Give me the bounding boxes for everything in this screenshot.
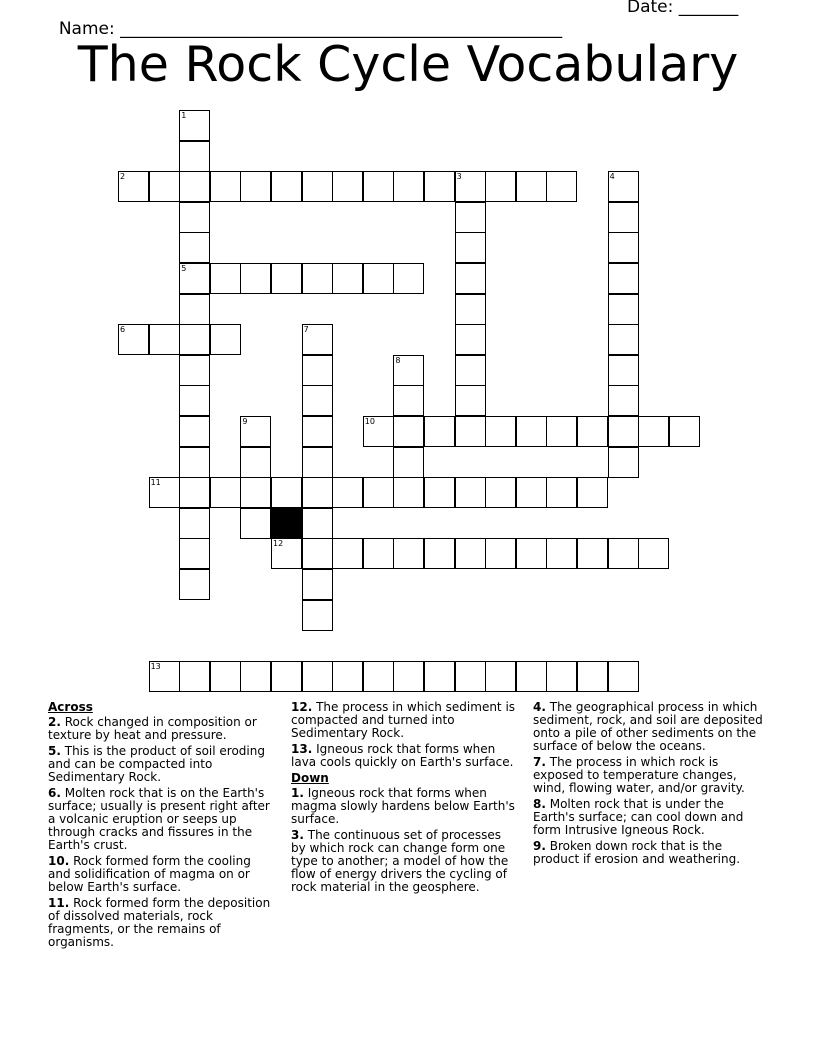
grid-cell[interactable]: [302, 263, 333, 294]
grid-cell[interactable]: [455, 202, 486, 233]
grid-cell[interactable]: [393, 661, 424, 692]
grid-cell[interactable]: [393, 416, 424, 447]
grid-cell[interactable]: [179, 447, 210, 478]
grid-cell[interactable]: [608, 538, 639, 569]
grid-cell[interactable]: [240, 447, 271, 478]
grid-cell[interactable]: [608, 294, 639, 325]
grid-cell[interactable]: [179, 232, 210, 263]
grid-cell[interactable]: [302, 171, 333, 202]
grid-cell[interactable]: [608, 324, 639, 355]
clue-across-6: [48, 787, 276, 852]
grid-cell[interactable]: [240, 416, 271, 447]
grid-cell[interactable]: [271, 171, 302, 202]
grid-cell[interactable]: [271, 538, 302, 569]
grid-cell[interactable]: [363, 477, 394, 508]
grid-cell[interactable]: [424, 416, 455, 447]
grid-cell[interactable]: [179, 385, 210, 416]
grid-cell[interactable]: [485, 477, 516, 508]
grid-cell[interactable]: [302, 385, 333, 416]
clue-number-label: 11: [150, 478, 161, 488]
clue-down-3: [291, 829, 519, 894]
grid-cell[interactable]: [363, 416, 394, 447]
name-field[interactable]: ____________________________________________________: [120, 19, 563, 39]
grid-cell[interactable]: [516, 538, 547, 569]
grid-cell[interactable]: [424, 661, 455, 692]
grid-cell[interactable]: [179, 110, 210, 141]
grid-cell[interactable]: [118, 171, 149, 202]
clue-number-label: 13: [150, 661, 161, 671]
clue-number-label: 3: [456, 172, 462, 182]
grid-cell[interactable]: [302, 600, 333, 631]
clue-text: The process in which rock is exposed to temperature changes, wind, flowing water, and/or gravity.: [533, 755, 745, 795]
grid-cell[interactable]: [485, 171, 516, 202]
clue-number: 2.: [48, 715, 61, 729]
grid-cell[interactable]: [393, 538, 424, 569]
grid-cell[interactable]: [608, 416, 639, 447]
grid-cell[interactable]: [302, 416, 333, 447]
grid-cell[interactable]: [485, 661, 516, 692]
grid-cell[interactable]: [455, 385, 486, 416]
clue-across-13: [291, 743, 519, 769]
grid-cell[interactable]: [577, 477, 608, 508]
grid-cell[interactable]: [516, 477, 547, 508]
grid-cell[interactable]: [608, 447, 639, 478]
grid-cell[interactable]: [393, 447, 424, 478]
clue-text: Igneous rock that forms when lava cools quickly on Earth's surface.: [291, 742, 514, 769]
grid-cell[interactable]: [302, 355, 333, 386]
clue-text: Broken down rock that is the product if erosion and weathering.: [533, 839, 741, 866]
grid-cell[interactable]: [608, 661, 639, 692]
clue-text: Rock formed form the cooling and solidification of magma on or below Earth's surface.: [48, 854, 251, 894]
clue-number-label: 6: [120, 325, 126, 335]
grid-cell[interactable]: [179, 477, 210, 508]
grid-cell[interactable]: [546, 416, 577, 447]
clues-column-2: [291, 701, 519, 897]
grid-cell[interactable]: [608, 385, 639, 416]
grid-cell[interactable]: [179, 661, 210, 692]
grid-cell[interactable]: [210, 477, 241, 508]
grid-cell[interactable]: [179, 294, 210, 325]
grid-cell[interactable]: [332, 263, 363, 294]
clue-number-label: 12: [273, 539, 284, 549]
grid-cell[interactable]: [546, 477, 577, 508]
grid-cell[interactable]: [363, 661, 394, 692]
grid-cell[interactable]: [179, 538, 210, 569]
clue-number: 9.: [533, 839, 546, 853]
grid-cell[interactable]: [149, 477, 180, 508]
grid-cell[interactable]: [210, 661, 241, 692]
grid-cell[interactable]: [179, 263, 210, 294]
grid-cell[interactable]: [179, 355, 210, 386]
grid-cell[interactable]: [302, 661, 333, 692]
clue-across-12: [291, 701, 519, 740]
clue-text: Molten rock that is under the Earth's surface; can cool down and form Intrusive Igneous Rock.: [533, 797, 744, 837]
grid-cell[interactable]: [363, 171, 394, 202]
grid-cell[interactable]: [424, 171, 455, 202]
grid-cell[interactable]: [485, 538, 516, 569]
grid-cell[interactable]: [332, 171, 363, 202]
grid-cell[interactable]: [210, 263, 241, 294]
grid-cell[interactable]: [455, 477, 486, 508]
grid-cell[interactable]: [271, 661, 302, 692]
clue-number: 10.: [48, 854, 70, 868]
date-label: Date:: [627, 0, 679, 17]
clue-number-label: 2: [120, 172, 126, 182]
clue-across-11: [48, 897, 276, 949]
clue-number-label: 8: [395, 355, 401, 365]
grid-cell[interactable]: [271, 477, 302, 508]
grid-cell[interactable]: [240, 171, 271, 202]
grid-cell[interactable]: [149, 661, 180, 692]
date-field[interactable]: _______: [678, 0, 739, 17]
grid-cell[interactable]: [302, 477, 333, 508]
grid-cell[interactable]: [546, 171, 577, 202]
clue-number: 4.: [533, 700, 546, 714]
page-title: The Rock Cycle Vocabulary: [77, 36, 739, 93]
grid-cell[interactable]: [516, 171, 547, 202]
grid-cell[interactable]: [118, 324, 149, 355]
grid-cell[interactable]: [546, 661, 577, 692]
grid-cell[interactable]: [393, 171, 424, 202]
grid-cell[interactable]: [332, 661, 363, 692]
clue-across-10: [48, 855, 276, 894]
grid-cell[interactable]: [455, 324, 486, 355]
clue-across-5: [48, 745, 276, 784]
grid-cell[interactable]: [240, 508, 271, 539]
clue-down-1: [291, 787, 519, 826]
grid-cell[interactable]: [424, 538, 455, 569]
clue-text: The geographical process in which sediment, rock, and soil are deposited onto a pile of other sediments on the surface of below the oceans.: [533, 700, 763, 753]
grid-cell[interactable]: [302, 508, 333, 539]
grid-cell[interactable]: [393, 355, 424, 386]
grid-cell[interactable]: [302, 569, 333, 600]
grid-cell[interactable]: [179, 569, 210, 600]
clue-number-label: 7: [303, 325, 309, 335]
grid-cell[interactable]: [608, 232, 639, 263]
grid-cell[interactable]: [455, 171, 486, 202]
grid-cell[interactable]: [546, 538, 577, 569]
clue-text: Rock formed form the deposition of dissolved materials, rock fragments, or the remains of organisms.: [48, 896, 271, 949]
grid-cell[interactable]: [455, 263, 486, 294]
clue-down-8: [533, 798, 769, 837]
clue-down-9: [533, 840, 769, 866]
grid-cell[interactable]: [149, 171, 180, 202]
grid-cell[interactable]: [393, 263, 424, 294]
grid-cell[interactable]: [179, 324, 210, 355]
grid-cell[interactable]: [363, 263, 394, 294]
grid-cell[interactable]: [577, 661, 608, 692]
grid-cell[interactable]: [638, 538, 669, 569]
grid-cell[interactable]: [608, 355, 639, 386]
grid-cell[interactable]: [485, 416, 516, 447]
grid-cell[interactable]: [608, 202, 639, 233]
clue-text: This is the product of soil eroding and can be compacted into Sedimentary Rock.: [48, 744, 265, 784]
grid-cell[interactable]: [271, 263, 302, 294]
clue-number: 13.: [291, 742, 313, 756]
grid-cell[interactable]: [608, 263, 639, 294]
clue-number: 8.: [533, 797, 546, 811]
grid-cell[interactable]: [455, 355, 486, 386]
clue-number: 6.: [48, 786, 61, 800]
clue-across-2: [48, 716, 276, 742]
down-heading: Down: [291, 771, 329, 785]
grid-cell[interactable]: [516, 416, 547, 447]
grid-cell[interactable]: [149, 324, 180, 355]
clue-text: Molten rock that is on the Earth's surface; usually is present right after a volcanic eruption or seeps up through cracks and fissures in the Earth's crust.: [48, 786, 270, 852]
grid-cell[interactable]: [455, 232, 486, 263]
black-square: [271, 508, 302, 539]
clue-number-label: 5: [181, 264, 187, 273]
grid-cell[interactable]: [577, 416, 608, 447]
clue-number: 7.: [533, 755, 546, 769]
grid-cell[interactable]: [455, 416, 486, 447]
grid-cell[interactable]: [179, 416, 210, 447]
clue-number: 12.: [291, 700, 313, 714]
grid-cell[interactable]: [210, 324, 241, 355]
grid-cell[interactable]: [179, 508, 210, 539]
grid-cell[interactable]: [240, 477, 271, 508]
grid-cell[interactable]: [455, 294, 486, 325]
grid-cell[interactable]: [393, 477, 424, 508]
grid-cell[interactable]: [577, 538, 608, 569]
clue-number: 1.: [291, 786, 304, 800]
grid-cell[interactable]: [424, 477, 455, 508]
grid-cell[interactable]: [332, 477, 363, 508]
grid-cell[interactable]: [608, 171, 639, 202]
clue-number-label: 1: [181, 111, 187, 120]
name-label: Name:: [58, 19, 121, 39]
clues-column-1: [48, 701, 276, 952]
grid-cell[interactable]: [516, 661, 547, 692]
grid-cell[interactable]: [240, 263, 271, 294]
clue-text: Igneous rock that forms when magma slowly hardens below Earth's surface.: [291, 786, 515, 826]
grid-cell[interactable]: [179, 202, 210, 233]
clue-number-label: 10: [364, 417, 375, 426]
clue-text: The process in which sediment is compacted and turned into Sedimentary Rock.: [291, 700, 516, 740]
grid-cell[interactable]: [638, 416, 669, 447]
clue-number: 3.: [291, 828, 304, 842]
grid-cell[interactable]: [240, 661, 271, 692]
grid-cell[interactable]: [302, 447, 333, 478]
clue-number-label: 9: [242, 417, 248, 426]
clue-number: 11.: [48, 896, 70, 910]
grid-cell[interactable]: [302, 324, 333, 355]
grid-cell[interactable]: [669, 416, 700, 447]
grid-cell[interactable]: [179, 171, 210, 202]
clue-down-7: [533, 756, 769, 795]
grid-cell[interactable]: [302, 538, 333, 569]
grid-cell[interactable]: [210, 171, 241, 202]
grid-cell[interactable]: [332, 538, 363, 569]
clue-number: 5.: [48, 744, 61, 758]
clue-number-label: 4: [609, 172, 615, 182]
clue-text: Rock changed in composition or texture by heat and pressure.: [48, 715, 257, 742]
grid-cell[interactable]: [179, 141, 210, 172]
clue-text: The continuous set of processes by which rock can change form one type to another; a model of how the flow of energy drivers the cycling of rock material in the geosphere.: [291, 828, 509, 894]
clue-down-4: [533, 701, 769, 753]
across-heading: Across: [48, 700, 93, 714]
grid-cell[interactable]: [393, 385, 424, 416]
clues-column-3: [533, 701, 769, 869]
grid-cell[interactable]: [455, 538, 486, 569]
grid-cell[interactable]: [363, 538, 394, 569]
grid-cell[interactable]: [455, 661, 486, 692]
